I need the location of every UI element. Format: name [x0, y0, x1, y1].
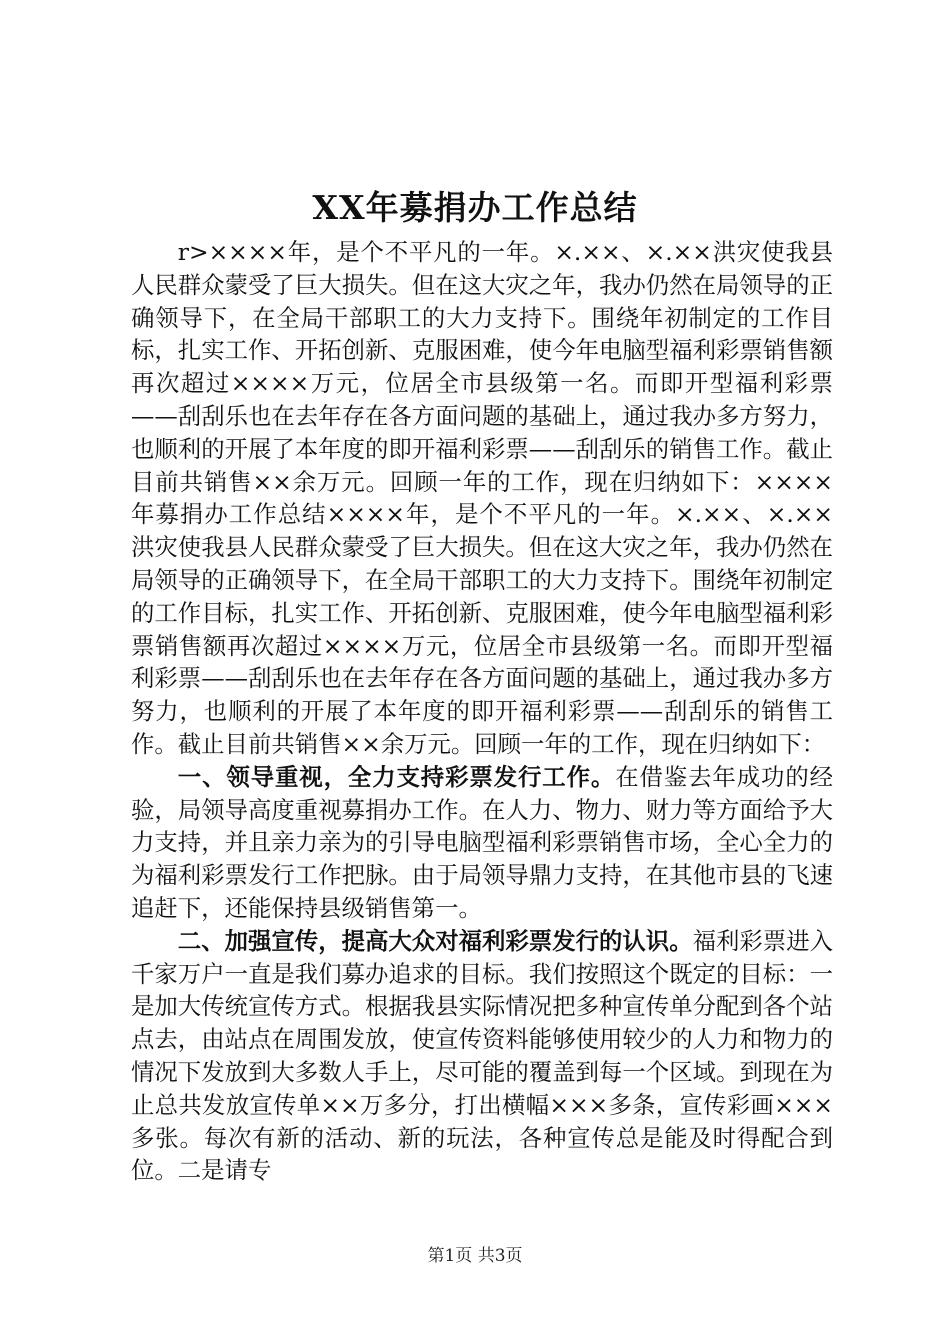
section-heading: 一、领导重视，全力支持彩票发行工作。	[177, 762, 616, 791]
paragraph-section-2	[131, 925, 833, 1187]
page-footer: 第1页 共3页	[427, 1246, 523, 1266]
paragraph-intro	[131, 236, 833, 761]
document-title: XX年募捐办工作总结	[312, 188, 638, 227]
paragraph-section-1	[131, 761, 833, 925]
document-body	[131, 236, 833, 1187]
section-heading: 二、加强宣传，提高大众对福利彩票发行的认识。	[177, 926, 693, 955]
paragraph-text: 在借鉴去年成功的经验，局领导高度重视募捐办工作。在人力、物力、财力等方面给予大力支持，并且亲力亲为的引导电脑型福利彩票销售市场，全心全力的为福利彩票发行工作把脉。由于局领导鼎力支持，在其他市县的飞速追赶下，还能保持县级销售第一。	[131, 762, 834, 922]
paragraph-text: r>××××年，是个不平凡的一年。×.××、×.××洪灾使我县人民群众蒙受了巨大损失。但在这大灾之年，我办仍然在局领导的正确领导下，在全局干部职工的大力支持下。围绕年初制定的工作目标，扎实工作、开拓创新、克服困难，使今年电脑型福利彩票销售额再次超过××××万元，位居全市县级第一名。而即开型福利彩票——刮刮乐也在去年存在各方面问题的基础上，通过我办多方努力，也顺利的开展了本年度的即开福利彩票——刮刮乐的销售工作。截止目前共销售××余万元。回顾一年的工作，现在归纳如下：××××年募捐办工作总结××××年，是个不平凡的一年。×.××、×.××洪灾使我县人民群众蒙受了巨大损失。但在这大灾之年，我办仍然在局领导的正确领导下，在全局干部职工的大力支持下。围绕年初制定的工作目标，扎实工作、开拓创新、克服困难，使今年电脑型福利彩票销售额再次超过××××万元，位居全市县级第一名。而即开型福利彩票——刮刮乐也在去年存在各方面问题的基础上，通过我办多方努力，也顺利的开展了本年度的即开福利彩票——刮刮乐的销售工作。截止目前共销售××余万元。回顾一年的工作，现在归纳如下：	[131, 238, 833, 758]
paragraph-text: 福利彩票进入千家万户一直是我们募办追求的目标。我们按照这个既定的目标：一是加大传统宣传方式。根据我县实际情况把多种宣传单分配到各个站点去，由站点在周围发放，使宣传资料能够使用较少的人力和物力的情况下发放到大多数人手上，尽可能的覆盖到每一个区域。到现在为止总共发放宣传单××万多分，打出横幅×××多条，宣传彩画×××多张。每次有新的活动、新的玩法，各种宣传总是能及时得配合到位。二是请专	[131, 926, 834, 1185]
